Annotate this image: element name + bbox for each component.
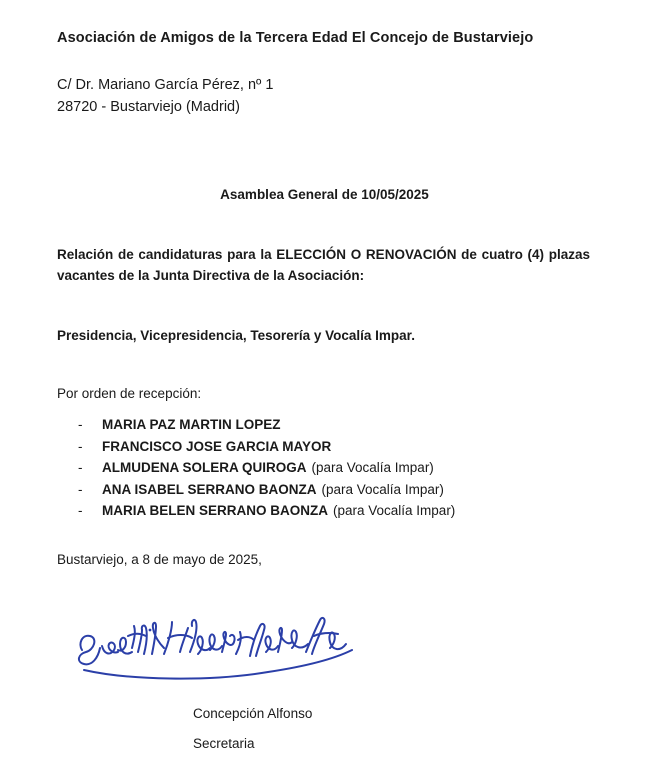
bullet-dash-icon: - [78,460,83,475]
candidate-list [78,414,598,522]
list-item [78,457,598,479]
candidate-name: ANA ISABEL SERRANO BAONZA [102,481,317,497]
candidate-note: (para Vocalía Impar) [321,481,444,497]
place-and-date: Bustarviejo, a 8 de mayo de 2025, [57,552,262,567]
signature-icon [68,600,358,695]
candidate-name: FRANCISCO JOSE GARCIA MAYOR [102,438,332,454]
assembly-heading: Asamblea General de 10/05/2025 [220,187,429,202]
reception-order-label: Por orden de recepción: [57,386,202,401]
list-item [78,479,598,501]
signer-role: Secretaria [193,736,255,751]
list-item [78,436,598,458]
candidate-note: (para Vocalía Impar) [333,503,456,518]
bullet-dash-icon: - [78,503,83,518]
bullet-dash-icon: - [78,417,83,432]
organization-address [57,74,557,118]
handwritten-signature [68,600,358,695]
address-line-2: 28720 - Bustarviejo (Madrid) [57,99,240,115]
candidate-note: (para Vocalía Impar) [311,460,434,475]
list-item [78,414,598,436]
bullet-dash-icon: - [78,438,83,454]
candidate-name: MARIA BELEN SERRANO BAONZA [102,503,328,518]
intro-paragraph: Relación de candidaturas para la ELECCIÓN O RENOVACIÓN de cuatro (4) plazas vacantes de la Junta Directiva de la Asociación: [57,247,590,283]
list-item [78,500,598,522]
candidate-name: ALMUDENA SOLERA QUIROGA [102,460,307,475]
vacant-positions-line: Presidencia, Vicepresidencia, Tesorería y Vocalía Impar. [57,328,415,343]
bullet-dash-icon: - [78,481,83,497]
organization-title: Asociación de Amigos de la Tercera Edad El Concejo de Bustarviejo [57,30,534,46]
signer-name: Concepción Alfonso [193,706,313,721]
candidate-name: MARIA PAZ MARTIN LOPEZ [102,417,281,432]
address-line-1: C/ Dr. Mariano García Pérez, nº 1 [57,77,274,93]
